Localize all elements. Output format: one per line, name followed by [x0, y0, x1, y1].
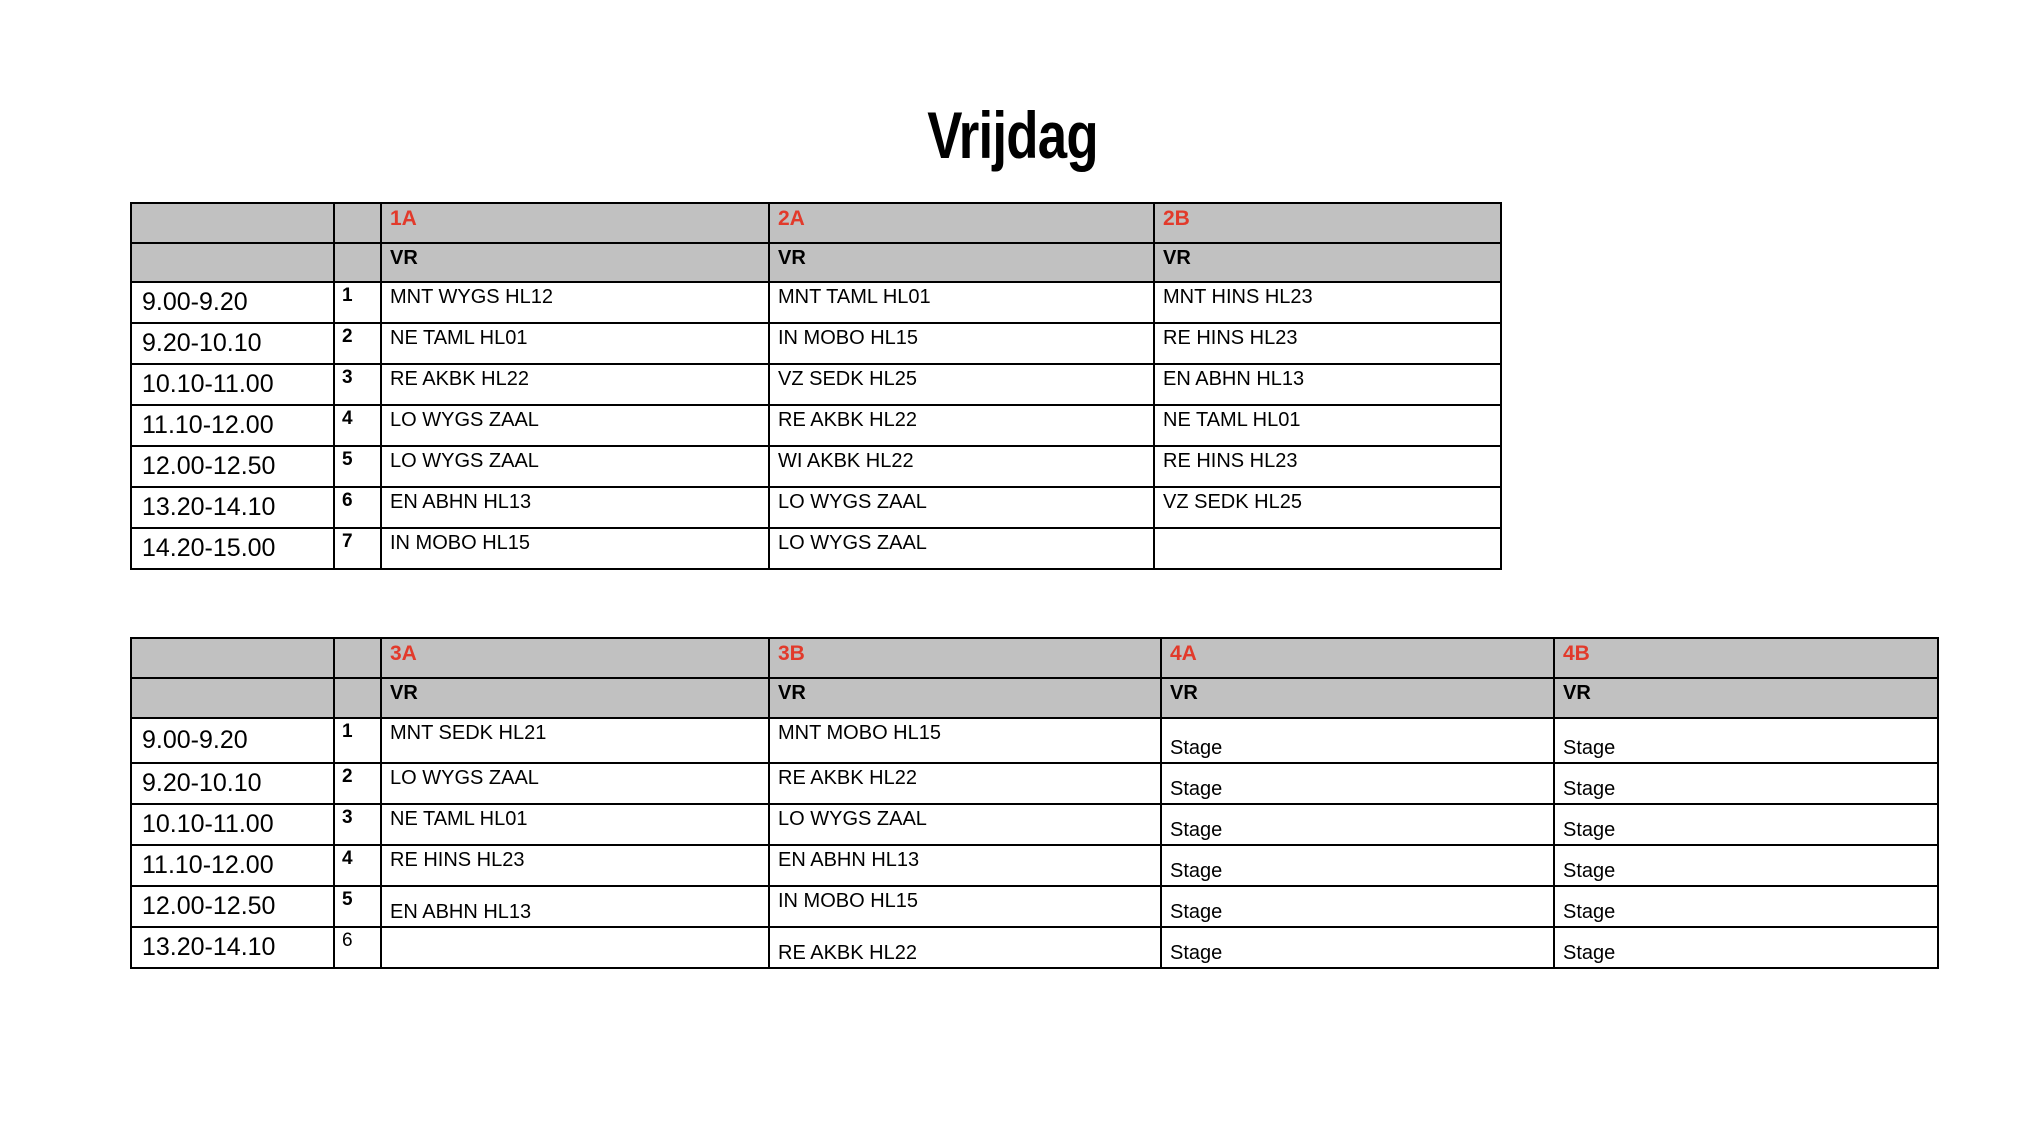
- time-cell: 12.00-12.50: [131, 446, 334, 487]
- lesson-cell: Stage: [1161, 763, 1554, 804]
- timetable-row: [131, 718, 1938, 763]
- corner-cell: [131, 678, 334, 718]
- timetable-row: [131, 405, 1501, 446]
- timetable-lower: [130, 637, 1939, 969]
- lesson-cell: LO WYGS ZAAL: [769, 804, 1161, 845]
- room-header-cell: VR: [1161, 678, 1554, 718]
- lesson-cell: Stage: [1161, 927, 1554, 968]
- corner-cell: [131, 203, 334, 243]
- timetable-upper: [130, 202, 1502, 570]
- page-title: [0, 98, 2026, 174]
- timetable-row: [131, 845, 1938, 886]
- time-cell: 9.00-9.20: [131, 282, 334, 323]
- period-cell: 4: [334, 845, 381, 886]
- timetable-row: [131, 804, 1938, 845]
- timetable-row: [131, 528, 1501, 569]
- time-cell: 14.20-15.00: [131, 528, 334, 569]
- room-header-cell: VR: [769, 678, 1161, 718]
- time-cell: 12.00-12.50: [131, 886, 334, 927]
- corner-cell: [131, 243, 334, 282]
- timetable-row: [131, 323, 1501, 364]
- room-header-cell: VR: [1154, 243, 1501, 282]
- room-header-row: [131, 678, 1938, 718]
- corner-cell: [334, 243, 381, 282]
- room-header-cell: VR: [1554, 678, 1938, 718]
- lesson-cell: IN MOBO HL15: [381, 528, 769, 569]
- period-cell: 5: [334, 886, 381, 927]
- lesson-cell: EN ABHN HL13: [381, 487, 769, 528]
- class-header-cell: 3B: [769, 638, 1161, 678]
- lesson-cell: RE AKBK HL22: [769, 927, 1161, 968]
- period-cell: 4: [334, 405, 381, 446]
- class-header-cell: 2B: [1154, 203, 1501, 243]
- time-cell: 9.20-10.10: [131, 763, 334, 804]
- room-header-cell: VR: [769, 243, 1154, 282]
- lesson-cell: LO WYGS ZAAL: [769, 528, 1154, 569]
- lesson-cell: [381, 927, 769, 968]
- time-cell: 9.00-9.20: [131, 718, 334, 763]
- lesson-cell: IN MOBO HL15: [769, 323, 1154, 364]
- lesson-cell: MNT TAML HL01: [769, 282, 1154, 323]
- class-header-cell: 4A: [1161, 638, 1554, 678]
- time-cell: 10.10-11.00: [131, 804, 334, 845]
- lesson-cell: Stage: [1554, 845, 1938, 886]
- class-header-cell: 3A: [381, 638, 769, 678]
- period-cell: 7: [334, 528, 381, 569]
- period-cell: 3: [334, 804, 381, 845]
- lesson-cell: WI AKBK HL22: [769, 446, 1154, 487]
- timetable-row: [131, 282, 1501, 323]
- lesson-cell: LO WYGS ZAAL: [769, 487, 1154, 528]
- lesson-cell: Stage: [1161, 845, 1554, 886]
- period-cell: 2: [334, 323, 381, 364]
- lesson-cell: MNT HINS HL23: [1154, 282, 1501, 323]
- lesson-cell: LO WYGS ZAAL: [381, 405, 769, 446]
- class-header-cell: 1A: [381, 203, 769, 243]
- period-cell: 2: [334, 763, 381, 804]
- timetable-row: [131, 886, 1938, 927]
- lesson-cell: RE HINS HL23: [1154, 446, 1501, 487]
- lesson-cell: Stage: [1161, 886, 1554, 927]
- room-header-cell: VR: [381, 243, 769, 282]
- lesson-cell: EN ABHN HL13: [381, 886, 769, 927]
- timetable-row: [131, 927, 1938, 968]
- lesson-cell: Stage: [1554, 927, 1938, 968]
- corner-cell: [334, 203, 381, 243]
- lesson-cell: EN ABHN HL13: [1154, 364, 1501, 405]
- room-header-row: [131, 243, 1501, 282]
- timetable-row: [131, 364, 1501, 405]
- period-cell: 6: [334, 487, 381, 528]
- lesson-cell: Stage: [1554, 886, 1938, 927]
- lesson-cell: RE AKBK HL22: [769, 763, 1161, 804]
- lesson-cell: [1154, 528, 1501, 569]
- period-cell: 1: [334, 718, 381, 763]
- corner-cell: [131, 638, 334, 678]
- period-cell: 5: [334, 446, 381, 487]
- lesson-cell: VZ SEDK HL25: [769, 364, 1154, 405]
- time-cell: 9.20-10.10: [131, 323, 334, 364]
- lesson-cell: MNT MOBO HL15: [769, 718, 1161, 763]
- lesson-cell: Stage: [1161, 718, 1554, 763]
- timetable-row: [131, 763, 1938, 804]
- lesson-cell: LO WYGS ZAAL: [381, 446, 769, 487]
- period-cell: 3: [334, 364, 381, 405]
- class-header-cell: 4B: [1554, 638, 1938, 678]
- time-cell: 13.20-14.10: [131, 927, 334, 968]
- lesson-cell: EN ABHN HL13: [769, 845, 1161, 886]
- lesson-cell: RE AKBK HL22: [381, 364, 769, 405]
- class-header-row: [131, 638, 1938, 678]
- lesson-cell: NE TAML HL01: [381, 804, 769, 845]
- lesson-cell: Stage: [1161, 804, 1554, 845]
- lesson-cell: MNT WYGS HL12: [381, 282, 769, 323]
- lesson-cell: IN MOBO HL15: [769, 886, 1161, 927]
- corner-cell: [334, 638, 381, 678]
- period-cell: 6: [334, 927, 381, 968]
- lesson-cell: RE AKBK HL22: [769, 405, 1154, 446]
- room-header-cell: VR: [381, 678, 769, 718]
- corner-cell: [334, 678, 381, 718]
- lesson-cell: Stage: [1554, 718, 1938, 763]
- lesson-cell: NE TAML HL01: [381, 323, 769, 364]
- timetable-row: [131, 487, 1501, 528]
- lesson-cell: RE HINS HL23: [381, 845, 769, 886]
- time-cell: 11.10-12.00: [131, 405, 334, 446]
- time-cell: 11.10-12.00: [131, 845, 334, 886]
- timetable-row: [131, 446, 1501, 487]
- page-title-text: Vrijdag: [927, 98, 1099, 172]
- lesson-cell: LO WYGS ZAAL: [381, 763, 769, 804]
- lesson-cell: MNT SEDK HL21: [381, 718, 769, 763]
- class-header-row: [131, 203, 1501, 243]
- lesson-cell: RE HINS HL23: [1154, 323, 1501, 364]
- time-cell: 10.10-11.00: [131, 364, 334, 405]
- lesson-cell: NE TAML HL01: [1154, 405, 1501, 446]
- lesson-cell: VZ SEDK HL25: [1154, 487, 1501, 528]
- lesson-cell: Stage: [1554, 763, 1938, 804]
- class-header-cell: 2A: [769, 203, 1154, 243]
- time-cell: 13.20-14.10: [131, 487, 334, 528]
- period-cell: 1: [334, 282, 381, 323]
- lesson-cell: Stage: [1554, 804, 1938, 845]
